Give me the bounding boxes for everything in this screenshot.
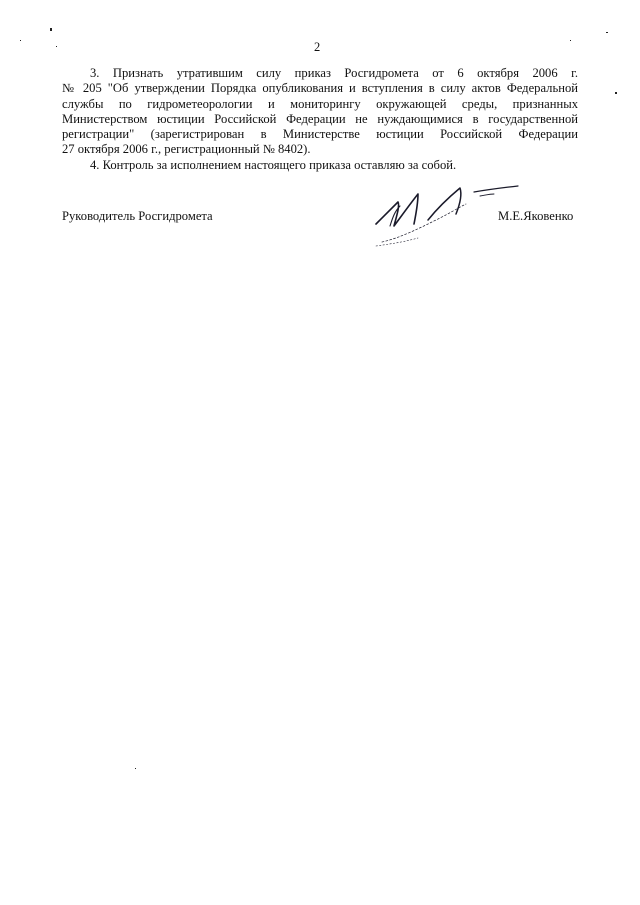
signoff-position-title: Руководитель Росгидромета	[62, 209, 213, 223]
scan-speck	[50, 28, 52, 31]
page-number: 2	[314, 40, 321, 54]
scan-speck	[615, 92, 617, 94]
scan-speck	[570, 40, 571, 41]
scan-speck	[56, 46, 57, 47]
scan-speck	[135, 768, 136, 769]
paragraph-3-line-2: № 205 "Об утверждении Порядка опубликования и вступления в силу актов Федеральной	[62, 81, 578, 96]
paragraph-4: 4. Контроль за исполнением настоящего приказа оставляю за собой.	[90, 157, 457, 172]
paragraph-3-line-4: Министерством юстиции Российской Федерации не нуждающимися в государственной	[62, 111, 578, 126]
signer-name: М.Е.Яковенко	[498, 209, 574, 223]
paragraph-3-line-3: службы по гидрометеорологии и мониторингу окружающей среды, признанных	[62, 96, 578, 111]
paragraph-3-line-6: 27 октября 2006 г., регистрационный № 8402).	[62, 142, 311, 157]
paragraph-3-line-1: 3. Признать утратившим силу приказ Росгидромета от 6 октября 2006 г.	[90, 66, 578, 80]
paragraph-3-line-5: регистрации" (зарегистрирован в Министерстве юстиции Российской Федерации	[62, 127, 578, 142]
scan-speck	[606, 32, 608, 33]
scan-speck	[20, 40, 21, 41]
document-body	[62, 66, 578, 173]
